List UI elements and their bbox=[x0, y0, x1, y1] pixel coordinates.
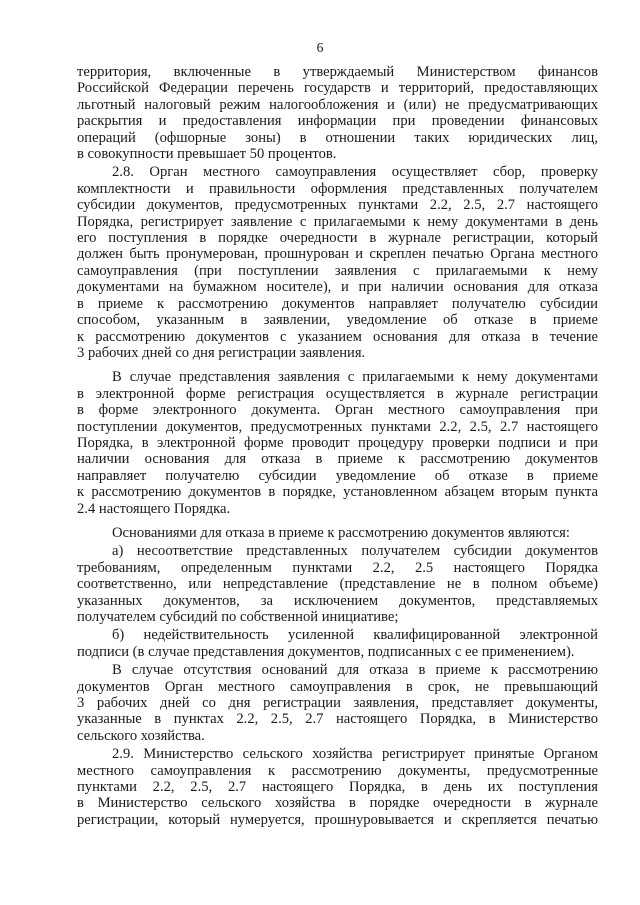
text-line: документов Орган местного самоуправления в срок, не превышающий bbox=[77, 678, 598, 695]
text-line: 3 рабочих дней со дня регистрации заявления, представляет документы, bbox=[77, 695, 598, 712]
text-line: комплектности и правильности оформления представленных получателем bbox=[77, 180, 598, 197]
text-line: субсидии документов, предусмотренных пунктами 2.2, 2.5, 2.7 настоящего bbox=[77, 197, 598, 214]
section-2-9-first-line: 2.9. Министерство сельского хозяйства регистрирует принятые Органом bbox=[112, 746, 598, 763]
text-line: поступлении документов, предусмотренных пунктами 2.2, 2.5, 2.7 настоящего bbox=[77, 418, 598, 435]
text-line: способом, указанным в заявлении, уведомление об отказе в приеме bbox=[77, 312, 598, 329]
document-body bbox=[77, 64, 598, 828]
text-line: регистрации, который нумеруется, прошнуровывается и скрепляется печатью bbox=[77, 811, 598, 828]
text-line: 2.4 настоящего Порядка. bbox=[77, 500, 231, 517]
text-line: сельского хозяйства. bbox=[77, 727, 205, 744]
text-line: 3 рабочих дней со дня регистрации заявления. bbox=[77, 344, 366, 361]
text-line: к рассмотрению документов в порядке, установленном абзацем вторым пункта bbox=[77, 484, 598, 501]
text-line: льготный налоговый режим налогообложения и (или) не предусматривающих bbox=[77, 96, 598, 113]
text-line: раскрытия и предоставления информации при проведении финансовых bbox=[77, 113, 598, 130]
text-line: в совокупности превышает 50 процентов. bbox=[77, 146, 337, 163]
text-line: самоуправления (при поступлении заявления с прилагаемыми к нему bbox=[77, 262, 598, 279]
paragraph-first-line: В случае отсутствия оснований для отказа в приеме к рассмотрению bbox=[112, 662, 598, 679]
text-line: указанные в пунктах 2.2, 2.5, 2.7 настоящего Порядка, в Министерство bbox=[77, 711, 598, 728]
section-2-8-first-line: 2.8. Орган местного самоуправления осуществляет сбор, проверку bbox=[112, 164, 598, 181]
list-item-b-first-line: б) недействительность усиленной квалифицированной электронной bbox=[112, 627, 598, 644]
text-line: Порядка, регистрирует заявление с прилагаемыми к нему документами в день bbox=[77, 213, 598, 230]
text-line: территория, включенные в утверждаемый Министерством финансов bbox=[77, 64, 598, 80]
text-line: его поступления в порядке очередности в журнале регистрации, который bbox=[77, 230, 598, 247]
text-line: в электронной форме регистрация осуществляется в журнале регистрации bbox=[77, 385, 598, 402]
text-line: должен быть пронумерован, прошнурован и скреплен печатью Органа местного bbox=[77, 246, 598, 263]
paragraph-first-line: Основаниями для отказа в приеме к рассмотрению документов являются: bbox=[112, 524, 570, 541]
list-item-a-first-line: а) несоответствие представленных получателем субсидии документов bbox=[112, 543, 598, 560]
text-line: в форме электронного документа. Орган местного самоуправления при bbox=[77, 402, 598, 419]
text-line: Порядка, в электронной форме проводит процедуру проверки подписи и при bbox=[77, 434, 598, 451]
text-line: наличии основания для отказа в приеме к рассмотрению документов bbox=[77, 451, 598, 468]
text-line: получателем субсидий по собственной инициативе; bbox=[77, 609, 399, 625]
text-line: к рассмотрению документов с указанием основания для отказа в течение bbox=[77, 328, 598, 345]
text-line: пунктами 2.2, 2.5, 2.7 настоящего Порядка, в день их поступления bbox=[77, 779, 598, 796]
page-number: 6 bbox=[316, 40, 324, 55]
text-line: в приеме к рассмотрению документов направляет получателю субсидии bbox=[77, 295, 598, 312]
text-line: соответственно, или непредставление (представление не в полном объеме) bbox=[77, 576, 598, 593]
text-line: местного самоуправления к рассмотрению документы, предусмотренные bbox=[77, 762, 598, 779]
text-line: указанных документов, за исключением документов, представляемых bbox=[77, 592, 598, 609]
paragraph-first-line: В случае представления заявления с прилагаемыми к нему документами bbox=[112, 369, 598, 386]
text-line: документами на бумажном носителе), и при наличии основания для отказа bbox=[77, 279, 598, 296]
text-line: подписи (в случае представления документов, подписанных с ее применением). bbox=[77, 643, 575, 660]
text-line: требованиям, определенным пунктами 2.2, 2.5 настоящего Порядка bbox=[77, 559, 598, 576]
text-line: направляет получателю субсидии уведомление об отказе в приеме bbox=[77, 467, 598, 484]
text-line: операций (офшорные зоны) в отношении таких юридических лиц, bbox=[77, 129, 598, 146]
text-line: в Министерство сельского хозяйства в порядке очередности в журнале bbox=[77, 795, 598, 812]
text-line: Российской Федерации перечень государств и территорий, предоставляющих bbox=[77, 80, 598, 97]
